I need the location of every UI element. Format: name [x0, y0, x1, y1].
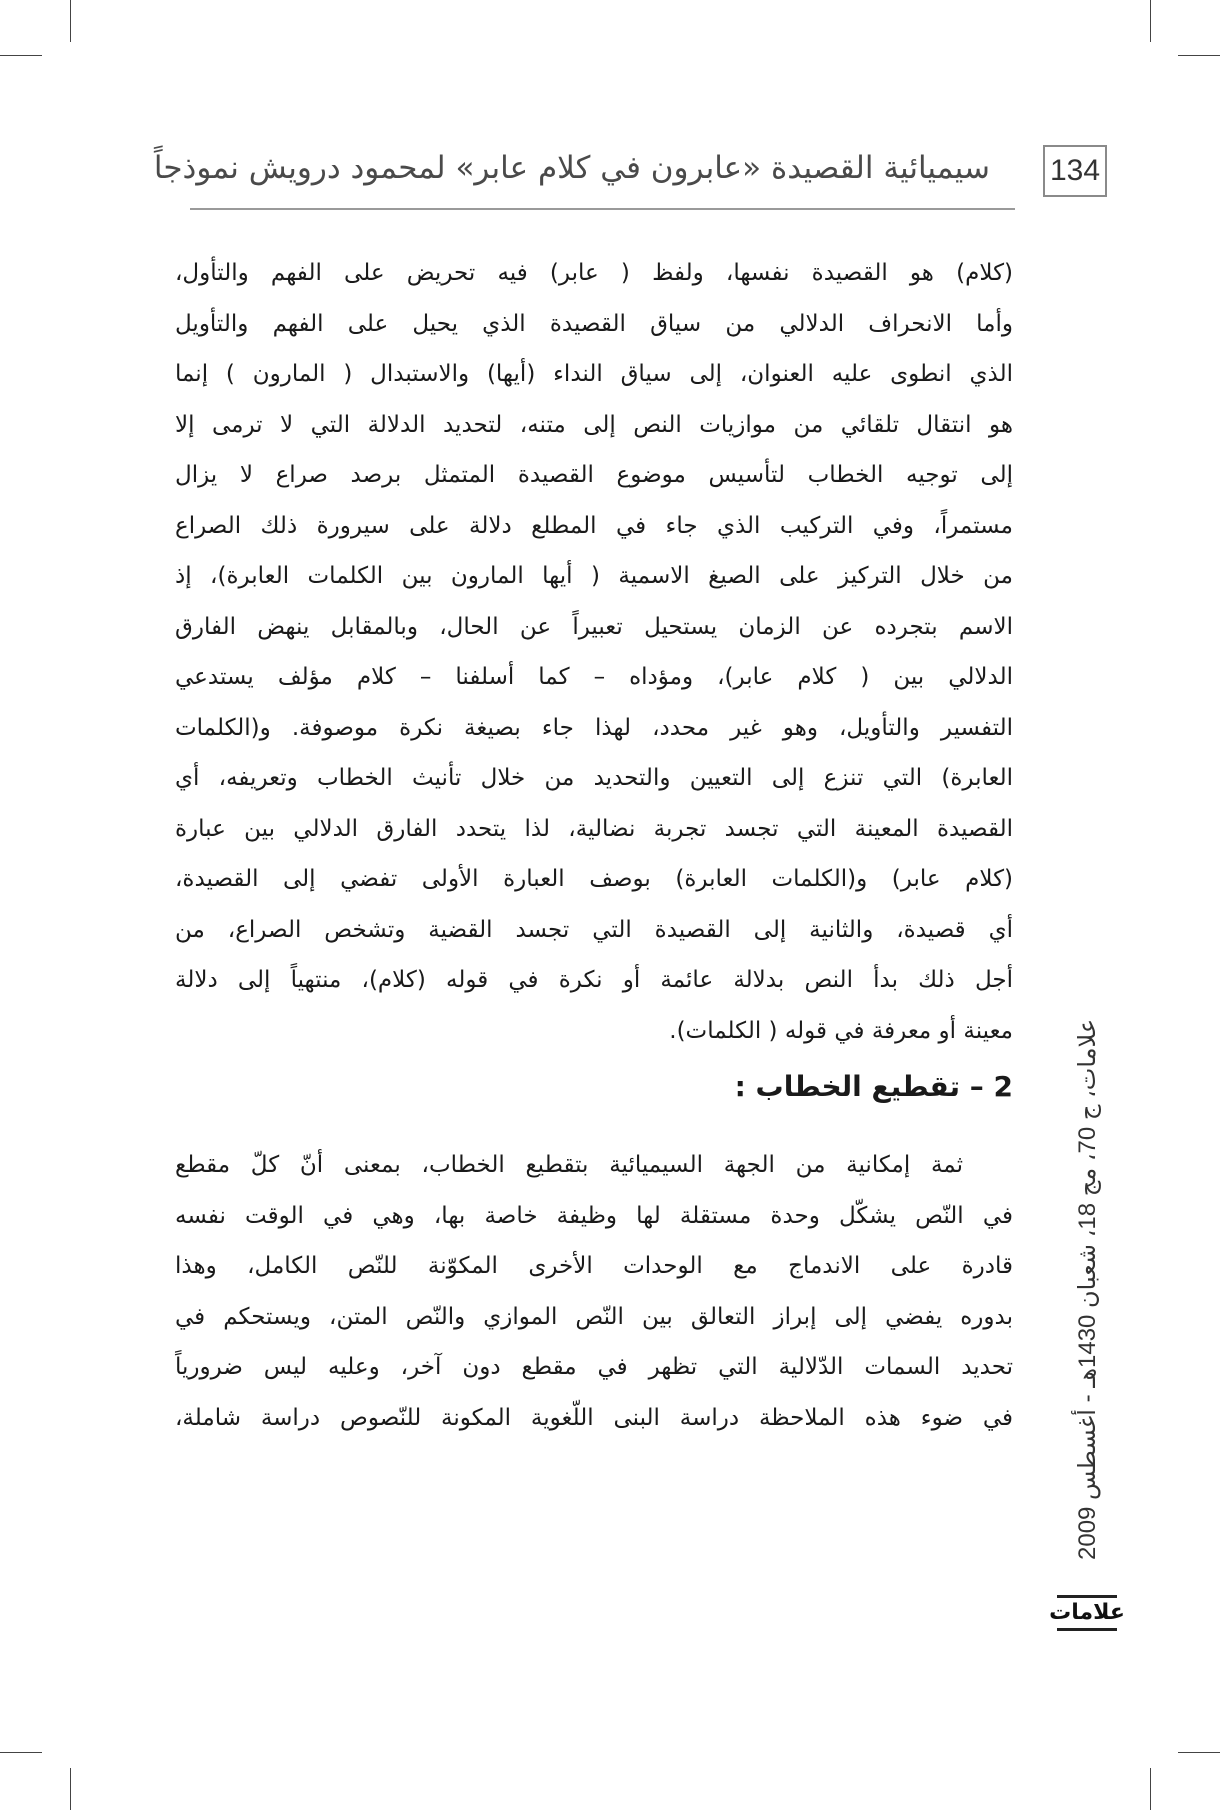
text-line: الاسم بتجرده عن الزمان يستحيل تعبيراً عن الحال، وبالمقابل ينهض الفارق: [175, 613, 1013, 640]
text-line: التفسير والتأويل، وهو غير محدد، لهذا جاء بصيغة نكرة موصوفة. و(الكلمات: [175, 714, 1013, 741]
text-line: أي قصيدة، والثانية إلى القصيدة التي تجسد القضية وتشخص الصراع، من: [175, 916, 1013, 943]
text-line: (كلام) هو القصيدة نفسها، ولفظ ( عابر) فيه تحريض على الفهم والتأول،: [175, 260, 1013, 286]
journal-logo: [1049, 1590, 1125, 1636]
text-line: إلى توجيه الخطاب لتأسيس موضوع القصيدة المتمثل برصد صراع لا يزال: [175, 462, 1013, 488]
text-line: أجل ذلك بدأ النص بدلالة عائمة أو نكرة في قوله (كلام)، منتهياً إلى دلالة: [175, 967, 1013, 993]
logo-text: علامات: [1049, 1600, 1125, 1625]
crop-mark: [1178, 55, 1220, 56]
text-line: قادرة على الاندماج مع الوحدات الأخرى المكوّنة للنّص الكامل، وهذا: [175, 1253, 1013, 1279]
text-line: (كلام عابر) و(الكلمات العابرة) بوصف العبارة الأولى تفضي إلى القصيدة،: [175, 866, 1013, 892]
logo-bar: [1057, 1628, 1117, 1631]
text-line: الذي انطوى عليه العنوان، إلى سياق النداء (أيها) والاستبدال ( المارون ) إنما: [175, 361, 1013, 387]
text-line: في ضوء هذه الملاحظة دراسة البنى اللّغوية المكونة للنّصوص دراسة شاملة،: [175, 1404, 1013, 1431]
text-line: الدلالي بين ( كلام عابر)، ومؤداه – كما أسلفنا – كلام مؤلف يستدعي: [175, 664, 1013, 690]
crop-mark: [70, 1768, 71, 1810]
section-heading: 2 – تقطيع الخطاب :: [734, 1070, 1013, 1103]
crop-mark: [1178, 1752, 1220, 1753]
text-line: بدوره يفضي إلى إبراز التعالق بين النّص الموازي والنّص المتن، ويستحكم في: [175, 1303, 1013, 1330]
text-line: معينة أو معرفة في قوله ( الكلمات).: [669, 1017, 1013, 1044]
running-title: سيميائية القصيدة «عابرون في كلام عابر» لمحمود درويش نموذجاً: [153, 150, 990, 186]
text-line: وأما الانحراف الدلالي من سياق القصيدة الذي يحيل على الفهم والتأويل: [175, 310, 1013, 337]
crop-mark: [0, 1752, 42, 1753]
text-line: مستمراً، وفي التركيب الذي جاء في المطلع دلالة على سيرورة ذلك الصراع: [175, 512, 1013, 539]
crop-mark: [1150, 0, 1151, 42]
paragraph-gap: [175, 1116, 1013, 1140]
text-line: تحديد السمات الدّلالية التي تظهر في مقطع دون آخر، وعليه ليس ضرورياً: [175, 1354, 1013, 1380]
text-line: العابرة) التي تنزع إلى التعيين والتحديد من خلال تأنيث الخطاب وتعريفه، أي: [175, 765, 1013, 791]
header-rule: [190, 208, 1015, 210]
journal-info: علامات، ج 70، مج 18، شعبان 1430هـ - أغسطس 2009: [1074, 1018, 1101, 1560]
crop-mark: [1150, 1768, 1151, 1810]
page-number: 134: [1043, 145, 1107, 197]
body-text: [175, 248, 1013, 1443]
crop-mark: [0, 55, 42, 56]
text-line: من خلال التركيز على الصيغ الاسمية ( أيها المارون بين الكلمات العابرة)، إذ: [175, 563, 1013, 589]
text-line: هو انتقال تلقائي من موازيات النص إلى متنه، لتحديد الدلالة التي لا ترمى إلا: [175, 411, 1013, 438]
text-line: ثمة إمكانية من الجهة السيميائية بتقطيع الخطاب، بمعنى أنّ كلّ مقطع: [175, 1152, 963, 1178]
crop-mark: [70, 0, 71, 42]
text-line: في النّص يشكّل وحدة مستقلة لها وظيفة خاصة بها، وهي في الوقت نفسه: [175, 1202, 1013, 1229]
text-line: القصيدة المعينة التي تجسد تجربة نضالية، لذا يتحدد الفارق الدلالي بين عبارة: [175, 815, 1013, 842]
